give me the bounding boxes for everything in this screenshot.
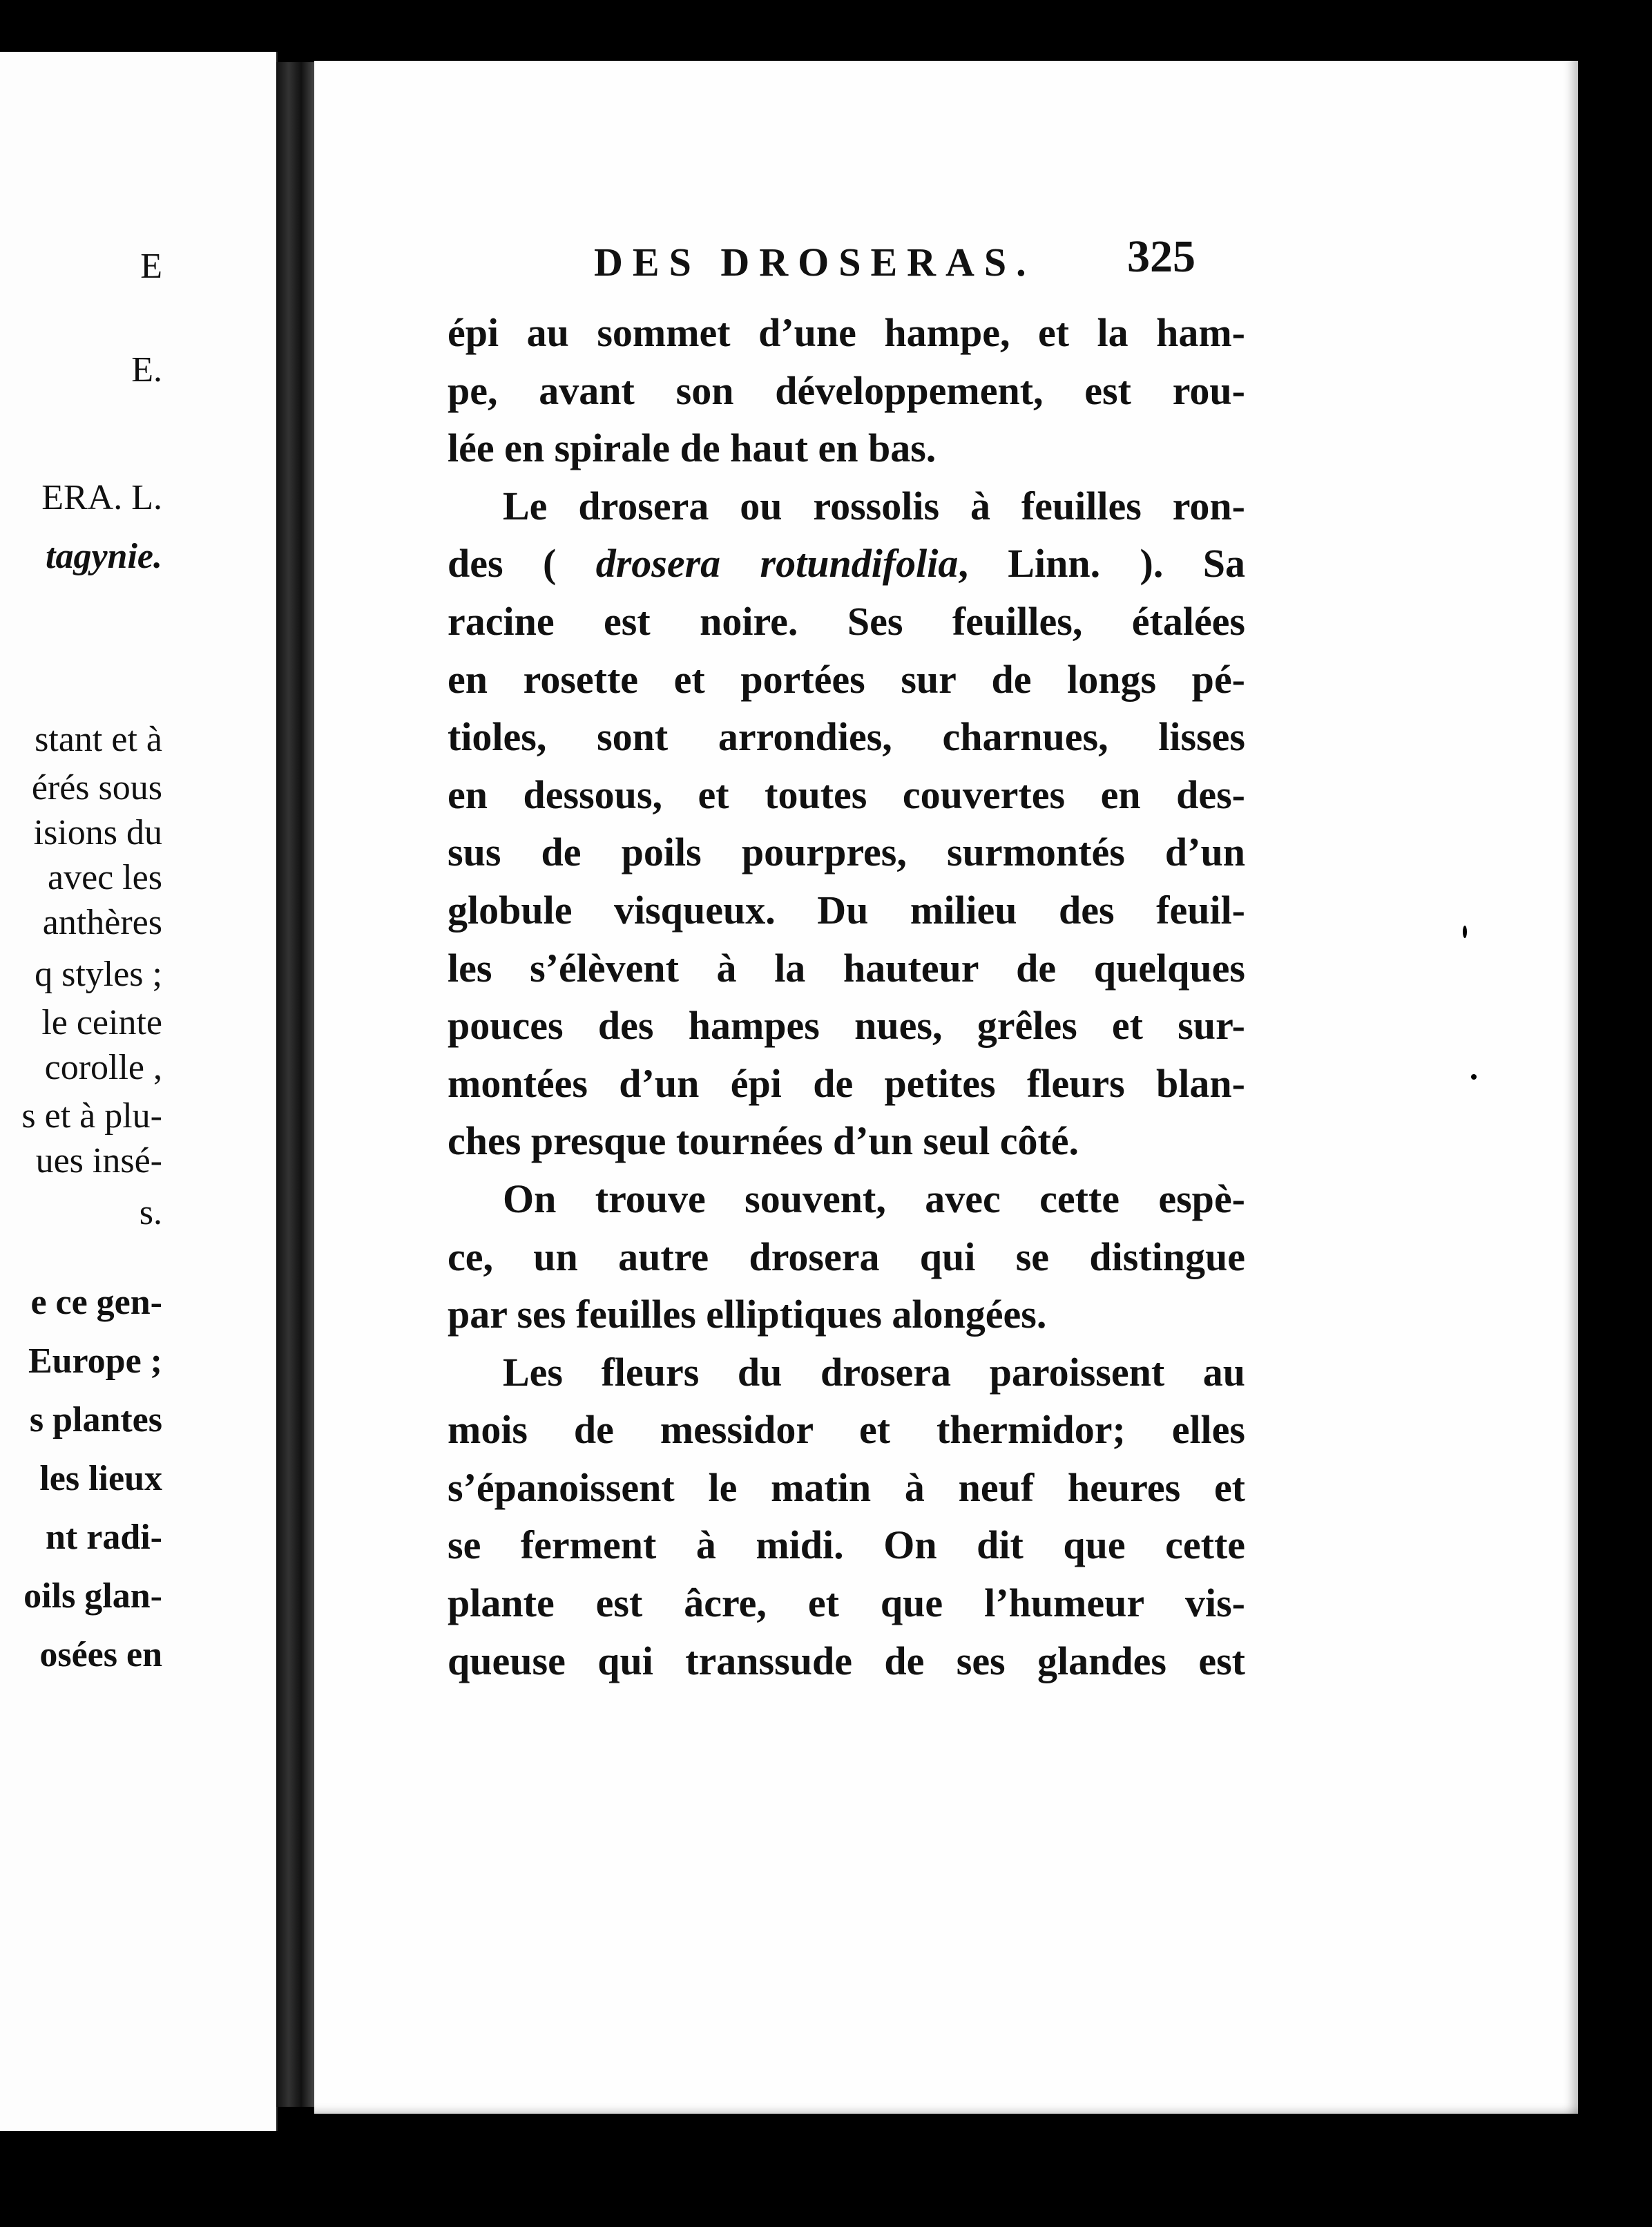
left-page-line: le ceinte — [41, 1003, 162, 1042]
left-page-line: oils glan- — [23, 1576, 162, 1616]
left-page-line: avec les — [47, 858, 162, 897]
left-page-line: q styles ; — [35, 955, 162, 994]
text-line — [448, 535, 1245, 593]
page-number: 325 — [1127, 231, 1195, 282]
text-line: Les fleurs du drosera paroissent au — [503, 1349, 1245, 1395]
text-line: en rosette et portées sur de longs pé- — [448, 656, 1245, 702]
left-page-line: E — [140, 247, 162, 286]
text-line: plante est âcre, et que l’humeur vis- — [448, 1580, 1245, 1626]
left-page-line: corolle , — [44, 1048, 162, 1087]
running-head: DES DROSERAS. — [594, 240, 1036, 285]
text-line: en dessous, et toutes couvertes en des- — [448, 772, 1245, 817]
text-line: s’épanoissent le matin à neuf heures et — [448, 1464, 1245, 1510]
text-line: pe, avant son développement, est rou- — [448, 367, 1245, 413]
left-page-line: E. — [131, 350, 162, 390]
species-name: drosera rotundifolia — [595, 541, 959, 586]
text-line: ches presque tournées d’un seul côté. — [448, 1118, 1079, 1164]
scan-speck — [1463, 926, 1467, 938]
text-line: pouces des hampes nues, grêles et sur- — [448, 1003, 1245, 1049]
left-page-line: anthères — [42, 903, 162, 942]
left-page-line: s et à plu- — [21, 1096, 162, 1136]
left-page-line: nt radi- — [46, 1518, 162, 1557]
body-text — [448, 304, 1245, 1690]
left-page-line: isions du — [33, 813, 162, 852]
text-line: sus de poils pourpres, surmontés d’un — [448, 830, 1245, 875]
text-line: On trouve souvent, avec cette espè- — [503, 1176, 1245, 1221]
left-page-line: érés sous — [31, 768, 162, 807]
book-gutter — [276, 62, 318, 2107]
text-line: queuse qui transsude de ses glandes est — [448, 1638, 1245, 1683]
text-line: racine est noire. Ses feuilles, étalées — [448, 598, 1245, 644]
left-page-line: les lieux — [39, 1459, 162, 1498]
scan-speck — [1471, 1074, 1477, 1080]
left-page-line: s. — [139, 1193, 162, 1232]
text-segment: des ( — [448, 541, 596, 586]
text-line: montées d’un épi de petites fleurs blan- — [448, 1060, 1245, 1106]
text-segment: , Linn. ). Sa — [958, 541, 1245, 586]
left-page-line: Europe ; — [28, 1341, 162, 1381]
text-line: tioles, sont arrondies, charnues, lisses — [448, 714, 1245, 760]
text-line: globule visqueux. Du milieu des feuil- — [448, 887, 1245, 933]
text-line: Le drosera ou rossolis à feuilles ron- — [503, 483, 1245, 528]
left-page-line: e ce gen- — [30, 1283, 162, 1322]
left-page-text-column — [0, 52, 162, 2131]
text-line: épi au sommet d’une hampe, et la ham- — [448, 310, 1245, 355]
left-page — [0, 52, 278, 2131]
text-line: lée en spirale de haut en bas. — [448, 426, 937, 471]
text-line: se ferment à midi. On dit que cette — [448, 1522, 1245, 1568]
left-page-line: stant et à — [35, 720, 162, 759]
text-line: les s’élèvent à la hauteur de quelques — [448, 945, 1245, 991]
left-page-line: s plantes — [29, 1400, 162, 1440]
left-page-line: ERA. L. — [41, 478, 162, 517]
left-page-line: tagynie. — [46, 537, 162, 576]
text-line: par ses feuilles elliptiques alongées. — [448, 1292, 1047, 1337]
text-line: mois de messidor et thermidor; elles — [448, 1407, 1245, 1453]
text-line: ce, un autre drosera qui se distingue — [448, 1234, 1245, 1279]
left-page-line: osées en — [39, 1635, 162, 1674]
left-page-line: ues insé- — [35, 1141, 162, 1181]
